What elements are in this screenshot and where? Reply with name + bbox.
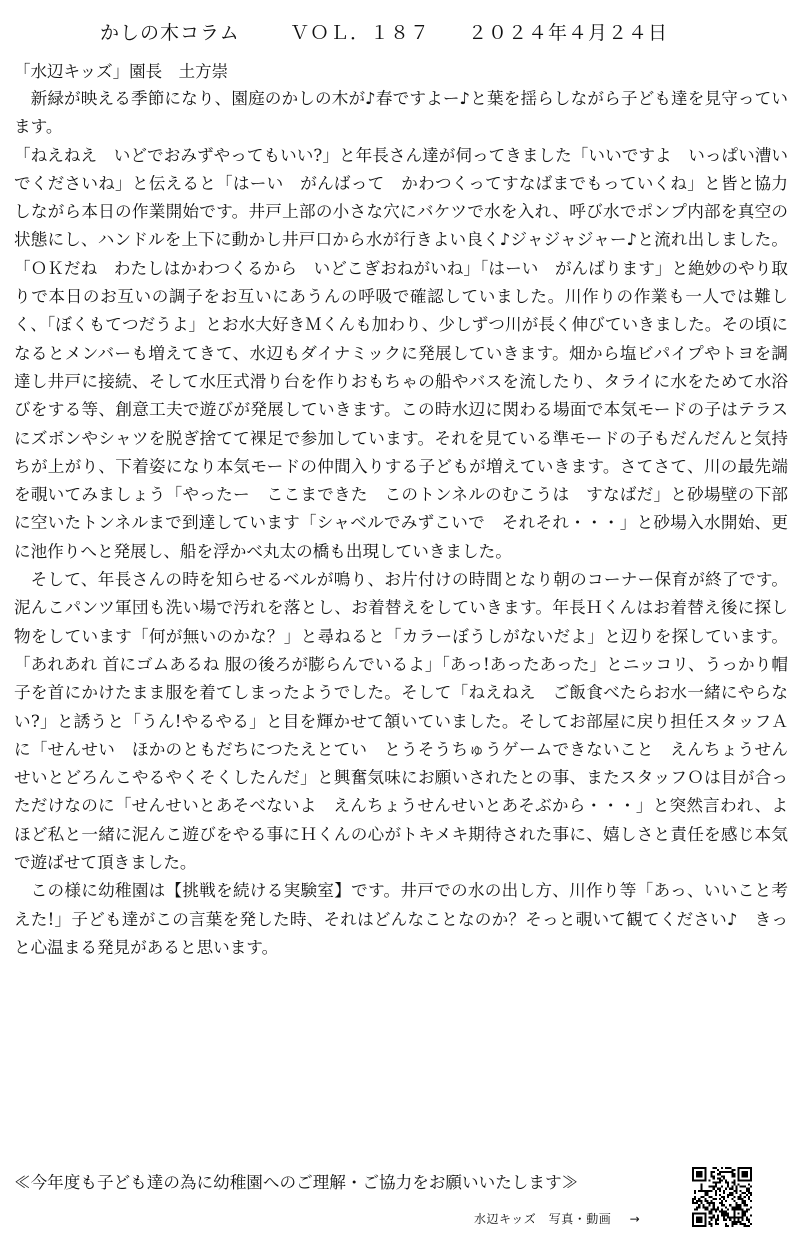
qr-caption [474, 1210, 640, 1227]
column-body [14, 85, 788, 962]
footer-request: ≪今年度も子ども達の為に幼稚園へのご理解・ご協力をお願いいたします≫ [14, 1173, 579, 1192]
qr-code-icon[interactable] [692, 1167, 752, 1227]
column-author: 「水辺キッズ」園長 土方崇 [14, 62, 229, 81]
paragraph-water-play: 「ねえねえ いどでおみずやってもいい?」と年長さん達が伺ってきました「いいですよ いっぱい漕いでくださいね」と伝えると「はーい がんばって かわつくってすなばまでもっていくね」と皆と協力しながら本日の作業開始です。井戸上部の小さな穴にバケツで水を入れ、呼び水でポンプ内部を真空の状態にし、ハンドルを上下に動かし井戸口から水が行きよい良く♪ジャジャジャー♪と流れ出しました。「ＯＫだね わたしはかわつくるから いどこぎおねがいね」「はーい がんばります」と絶妙のやり取りで本日のお互いの調子をお互いにあうんの呼吸で確認していました。川作りの作業も一人では難しく、「ぼくもてつだうよ」とお水大好きＭくんも加わり、少しずつ川が長く伸びていきました。その頃になるとメンバーも増えてきて、水辺もダイナミックに発展していきます。畑から塩ビパイプやトヨを調達し井戸に接続、そして水圧式滑り台を作りおもちゃの船やバスを流したり、タライに水をためて水浴びをする等、創意工夫で遊びが発展していきます。この時水辺に関わる場面で本気モードの子はテラスにズボンやシャツを脱ぎ捨てて裸足で参加しています。それを見ている準モードの子もだんだんと気持ちが上がり、下着姿になり本気モードの仲間入りする子どもが増えていきます。さてさて、川の最先端を覗いてみましょう「やったー ここまできた このトンネルのむこうは すなばだ」と砂場壁の下部に空いたトンネルまで到達しています「シャベルでみずこいで それそれ・・・」と砂場入水開始、更に池作りへと発展し、船を浮かべ丸太の橋も出現していきました。 [14, 145, 788, 561]
column-header [100, 18, 740, 52]
column-title: かしの木コラム [100, 22, 240, 44]
paragraph-cleanup: そして、年長さんの時を知らせるベルが鳴り、お片付けの時間となり朝のコーナー保育が終了です。泥んこパンツ軍団も洗い場で汚れを落とし、お着替えをしていきます。年長Ｈくんはお着替え後に探し物をしています「何が無いのかな？」と尋ねると「カラーぼうしがないだよ」と辺りを探しています。「あれあれ 首にゴムあるね 服の後ろが膨らんでいるよ」「あっ!あったあった」とニッコリ、うっかり帽子を首にかけたまま服を着てしまったようでした。そして「ねえねえ ご飯食べたらお水一緒にやらない?」と誘うと「うん!やるやる」と目を輝かせて頷いていました。そしてお部屋に戻り担任スタッフＡに「せんせい ほかのともだちにつたえとてい とうそうちゅうゲームできないこと えんちょうせんせいとどろんこやるやくそくしたんだ」と興奮気味にお願いされたとの事、またスタッフＯは目が合っただけなのに「せんせいとあそべないよ えんちょうせんせいとあそぶから・・・」と突然言われ、よほど私と一緒に泥んこ遊びをやる事にＨくんの心がトキメキ期待された事に、嬉しさと責任を感じ本気で遊ばせて頂きました。 [14, 570, 788, 873]
arrow-right-icon: → [629, 1212, 641, 1226]
qr-caption-text: 水辺キッズ 写真・動画 [474, 1212, 612, 1226]
paragraph-closing: この様に幼稚園は【挑戦を続ける実験室】です。井戸での水の出し方、川作り等「あっ、いいこと考えた!」子ども達がこの言葉を発した時、それはどんなことなのか？そっと覗いて観てください♪ きっと心温まる発見があると思います。 [14, 881, 788, 957]
paragraph-intro: 新緑が映える季節になり、園庭のかしの木が♪春ですよー♪と葉を揺らしながら子ども達を見守っています。 [14, 89, 788, 137]
column-date: ２０２４年４月２４日 [468, 22, 669, 44]
column-volume: ＶＯＬ．１８７ [290, 22, 431, 44]
